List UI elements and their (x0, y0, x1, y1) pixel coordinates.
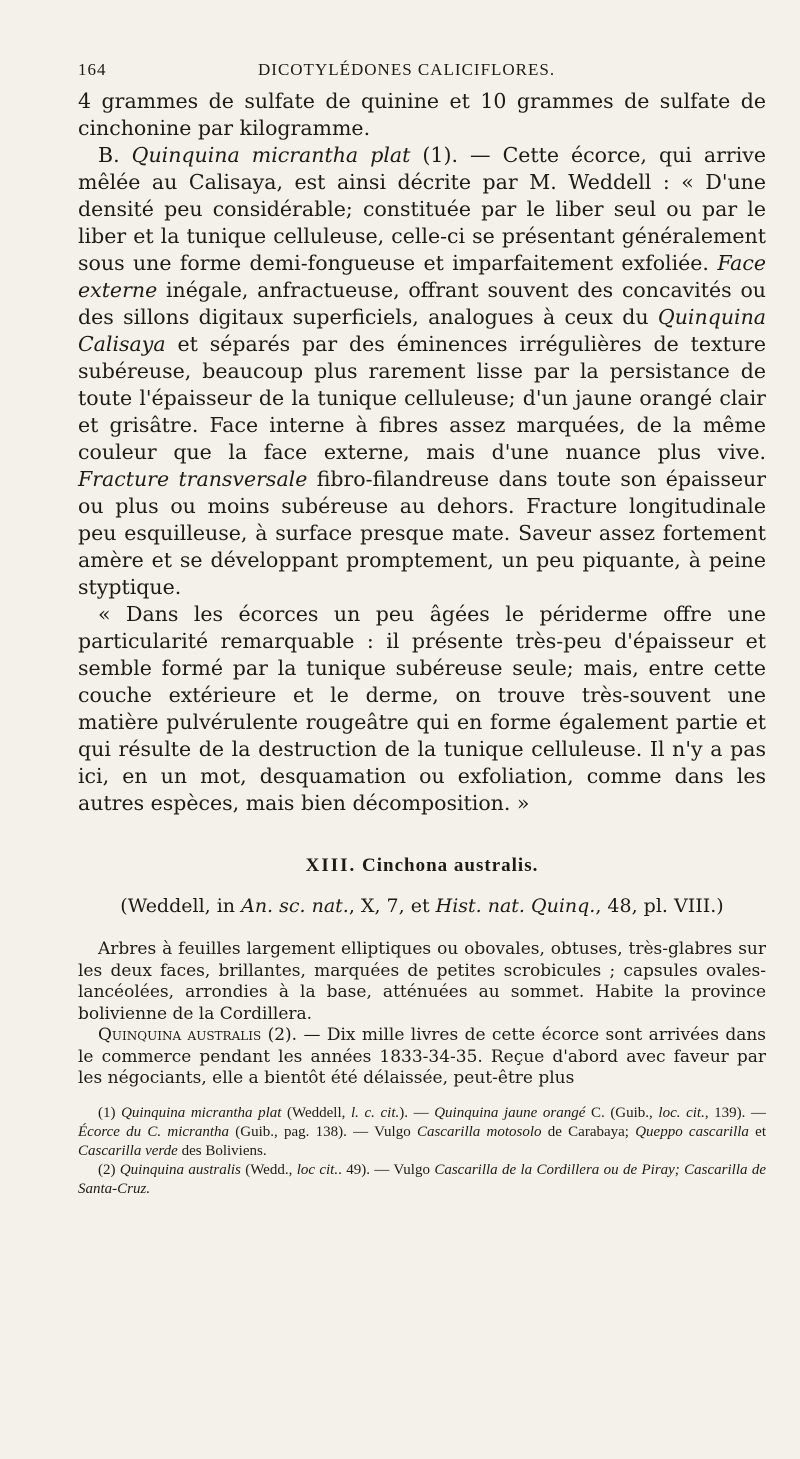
text: et séparés par des éminences irrégulières de texture subéreuse, beaucoup plus rarement lisse par la persistance de toute l'épaisseur de la tunique celluleuse; d'un jaune orangé clair et grisâtre. Face interne à fibres assez marquées, de la même couleur que la face externe, mais d'une nuance plus vive. (78, 332, 766, 464)
page (78, 60, 766, 1199)
page-number: 164 (78, 60, 107, 79)
term: Écorce du C. micrantha (78, 1123, 230, 1140)
term: loc. cit. (658, 1104, 705, 1121)
text: (1) (98, 1104, 122, 1121)
text: (Wedd., (240, 1161, 297, 1178)
term: Quinquina micrantha plat (121, 1104, 282, 1121)
text: ). — (399, 1104, 435, 1121)
journal-name: An. sc. nat. (241, 895, 349, 917)
page-header (78, 60, 766, 80)
text: (Weddell, (281, 1104, 351, 1121)
text: (2) (98, 1161, 120, 1178)
footnote-2 (78, 1161, 766, 1199)
section-number: XIII. (305, 855, 357, 876)
text: B. (98, 143, 120, 167)
species-name: Quinquina micrantha plat (131, 143, 411, 167)
term: Fracture transversale (78, 467, 308, 491)
term: Queppo cascarilla (635, 1123, 749, 1140)
section-heading (78, 855, 766, 877)
section-title: Cinchona australis. (362, 855, 539, 876)
paragraph-quote: « Dans les écorces un peu âgées le périderme offre une particularité remarquable : il présente très-peu d'épaisseur et semble formé par la tunique subéreuse seule; mais, entre cette couche extérieure et le derme, on trouve très-souvent une matière pulvérulente rougeâtre qui en forme également partie et qui résulte de la destruction de la tunique celluleuse. Il n'y a pas ici, en un mot, desquamation ou exfoliation, comme dans les autres espèces, mais bien décomposition. » (78, 602, 766, 815)
footnote-1 (78, 1104, 766, 1161)
text: (Guib., pag. 138). — Vulgo (229, 1123, 417, 1140)
note-ref: (1). (422, 143, 458, 167)
paragraph-micrantha (78, 142, 766, 601)
term: Cascarilla verde (78, 1142, 178, 1159)
text: inégale, anfractueuse, offrant souvent des concavités ou des sillons digitaux superficiels, analogues à ceux du (78, 278, 766, 329)
drug-name: Quinquina australis (98, 1025, 262, 1045)
text: , 48, pl. VIII.) (595, 895, 724, 917)
paragraph: 4 grammes de sulfate de quinine et 10 grammes de sulfate de cinchonine par kilogramme. (78, 89, 766, 140)
text: des Boliviens. (177, 1142, 267, 1159)
section-reference (78, 895, 766, 917)
term: Quinquina australis (119, 1161, 241, 1178)
text: (2). — Dix mille livres de cette écorce sont arrivées dans le commerce pendant les années 1833-34-35. Reçue d'abord avec faveur par les négociants, elle a bientôt été délaissée, peut-être plus (78, 1025, 767, 1088)
footnotes (78, 1104, 766, 1199)
paragraph-australis (78, 1025, 766, 1090)
text: de Carabaya; (541, 1123, 636, 1140)
term: Quinquina jaune orangé (434, 1104, 586, 1121)
text: , X, 7, et (348, 895, 436, 917)
term: Cascarilla de la Cordillera ou de Piray; Cascarilla de Santa-Cruz. (78, 1161, 766, 1197)
text: fibro-filandreuse dans toute son épaisseur ou plus ou moins subéreuse au dehors. Fracture longitudinale peu esquilleuse, à surface presque mate. Saveur assez fortement amère et se développant promptement, un peu piquante, à peine styptique. (78, 467, 766, 599)
text: . 49). — Vulgo (338, 1161, 435, 1178)
term: Quinquina Calisaya (78, 305, 766, 356)
text: (Weddell, in (120, 895, 242, 917)
term: l. c. cit. (351, 1104, 400, 1121)
text: , 139). — (704, 1104, 767, 1121)
text: et (748, 1123, 766, 1140)
term: loc cit. (296, 1161, 339, 1178)
term: Cascarilla motosolo (416, 1123, 542, 1140)
species-description: Arbres à feuilles largement elliptiques ou obovales, obtuses, très-glabres sur les deux faces, brillantes, marquées de petites scrobicules ; capsules ovales-lancéolées, arrondies à la base, atténuées au sommet. Habite la province bolivienne de la Cordillera. (78, 939, 766, 1024)
text: — Cette écorce, qui arrive mêlée au Calisaya, est ainsi décrite par M. Weddell : « D'une densité peu considérable; constituée par le liber seul ou par le liber et la tunique celluleuse, celle-ci se présentant généralement sous une forme demi-fongueuse et imparfaitement exfoliée. (78, 143, 766, 275)
text: C. (Guib., (585, 1104, 659, 1121)
book-title: Hist. nat. Quinq. (435, 895, 596, 917)
running-title: DICOTYLÉDONES CALICIFLORES. (258, 60, 556, 79)
term: Face externe (78, 251, 766, 302)
